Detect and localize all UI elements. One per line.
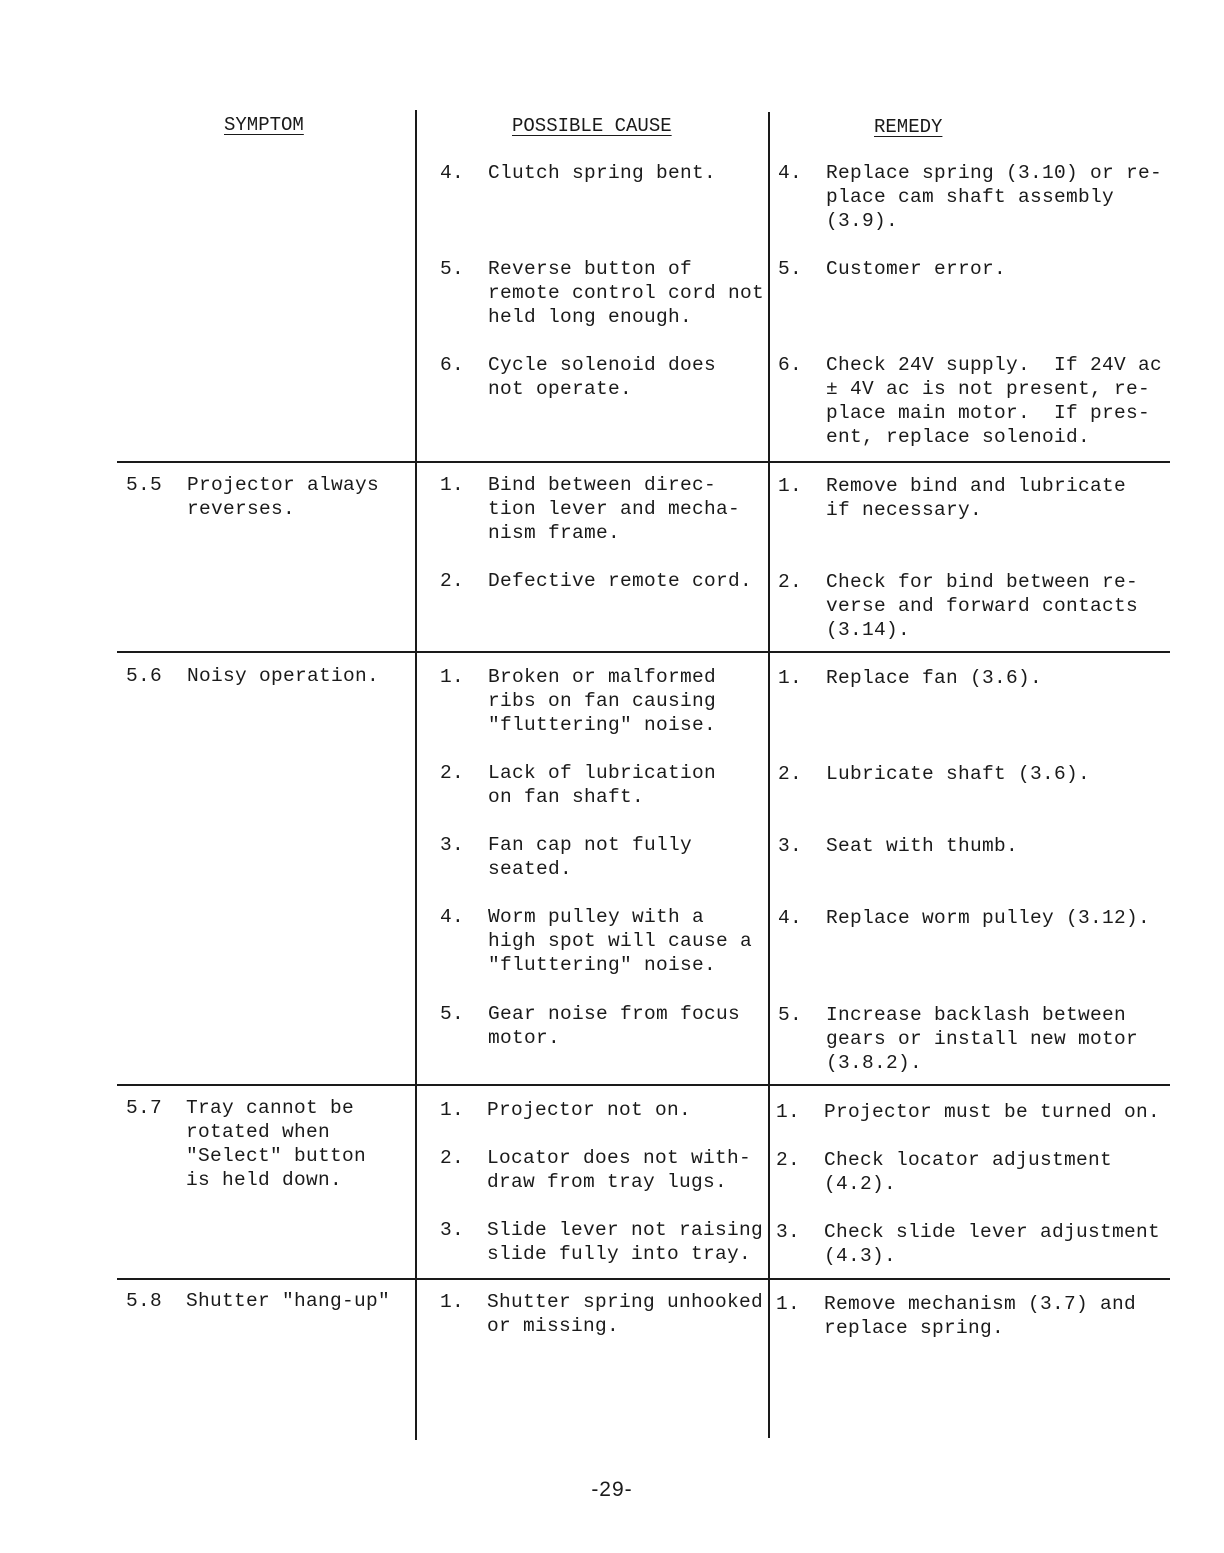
cause-number: 4. [440, 906, 465, 928]
cause-text: Defective remote cord. [488, 570, 753, 592]
cause-text: Broken or malformed ribs on fan causing "fluttering" noise. [488, 666, 717, 736]
remedy-text: Check 24V supply. If 24V ac ± 4V ac is not present, re- place main motor. If pres- ent, replace solenoid. [826, 354, 1163, 448]
cause-text: Gear noise from focus motor. [488, 1003, 741, 1049]
remedy-text: Projector must be turned on. [824, 1101, 1161, 1123]
remedy-number: 2. [778, 763, 803, 785]
remedy-number: 1. [776, 1101, 801, 1123]
remedy-number: 1. [778, 475, 803, 497]
remedy-text: Customer error. [826, 258, 1007, 280]
cause-number: 5. [440, 258, 465, 280]
cause-number: 3. [440, 1219, 465, 1241]
cause-text: Clutch spring bent. [488, 162, 717, 184]
remedy-text: Seat with thumb. [826, 835, 1019, 857]
symptom-number: 5.7 [126, 1097, 163, 1119]
cause-number: 1. [440, 474, 465, 496]
cause-number: 2. [440, 762, 465, 784]
group-separator [117, 461, 1170, 463]
cause-text: Lack of lubrication on fan shaft. [488, 762, 717, 808]
cause-number: 2. [440, 570, 465, 592]
cause-number: 1. [440, 666, 465, 688]
group-separator [117, 1278, 1170, 1280]
remedy-text: Check locator adjustment (4.2). [824, 1149, 1113, 1195]
cause-number: 4. [440, 162, 465, 184]
cause-text: Reverse button of remote control cord not held long enough. [488, 258, 765, 328]
cause-text: Worm pulley with a high spot will cause a "fluttering" noise. [488, 906, 753, 976]
remedy-number: 4. [778, 907, 803, 929]
cause-text: Slide lever not raising slide fully into tray. [487, 1219, 764, 1265]
remedy-text: Remove mechanism (3.7) and replace spring. [824, 1293, 1137, 1339]
cause-number: 6. [440, 354, 465, 376]
cause-text: Fan cap not fully seated. [488, 834, 693, 880]
symptom-number: 5.5 [126, 474, 163, 496]
header-symptom: SYMPTOM [224, 114, 304, 136]
remedy-number: 2. [778, 571, 803, 593]
remedy-text: Increase backlash between gears or install new motor (3.8.2). [826, 1004, 1139, 1074]
remedy-number: 6. [778, 354, 803, 376]
header-possible-cause: POSSIBLE CAUSE [512, 115, 672, 137]
remedy-number: 3. [776, 1221, 801, 1243]
remedy-text: Replace worm pulley (3.12). [826, 907, 1151, 929]
remedy-text: Check for bind between re- verse and forward contacts (3.14). [826, 571, 1139, 641]
column-divider-cause-remedy [768, 112, 770, 1438]
remedy-number: 1. [776, 1293, 801, 1315]
cause-number: 1. [440, 1291, 465, 1313]
cause-text: Cycle solenoid does not operate. [488, 354, 717, 400]
cause-number: 2. [440, 1147, 465, 1169]
remedy-number: 5. [778, 1004, 803, 1026]
cause-text: Projector not on. [487, 1099, 692, 1121]
symptom-text: Tray cannot be rotated when "Select" button is held down. [186, 1097, 367, 1191]
symptom-number: 5.8 [126, 1290, 163, 1312]
group-separator [117, 651, 1170, 653]
remedy-text: Lubricate shaft (3.6). [826, 763, 1091, 785]
symptom-text: Noisy operation. [187, 665, 380, 687]
cause-number: 3. [440, 834, 465, 856]
cause-text: Shutter spring unhooked or missing. [487, 1291, 764, 1337]
cause-text: Bind between direc- tion lever and mecha- nism frame. [488, 474, 741, 544]
remedy-number: 1. [778, 667, 803, 689]
cause-number: 1. [440, 1099, 465, 1121]
remedy-text: Check slide lever adjustment (4.3). [824, 1221, 1161, 1267]
page-number: -29- [591, 1478, 633, 1501]
symptom-text: Projector always reverses. [187, 474, 380, 520]
symptom-number: 5.6 [126, 665, 163, 687]
remedy-number: 4. [778, 162, 803, 184]
remedy-text: Remove bind and lubricate if necessary. [826, 475, 1127, 521]
column-divider-symptom-cause [415, 110, 417, 1440]
remedy-number: 3. [778, 835, 803, 857]
symptom-text: Shutter "hang-up" [186, 1290, 391, 1312]
remedy-text: Replace fan (3.6). [826, 667, 1043, 689]
remedy-number: 2. [776, 1149, 801, 1171]
remedy-text: Replace spring (3.10) or re- place cam shaft assembly (3.9). [826, 162, 1163, 232]
remedy-number: 5. [778, 258, 803, 280]
cause-number: 5. [440, 1003, 465, 1025]
group-separator [117, 1084, 1170, 1086]
header-remedy: REMEDY [874, 116, 943, 138]
cause-text: Locator does not with- draw from tray lugs. [487, 1147, 752, 1193]
